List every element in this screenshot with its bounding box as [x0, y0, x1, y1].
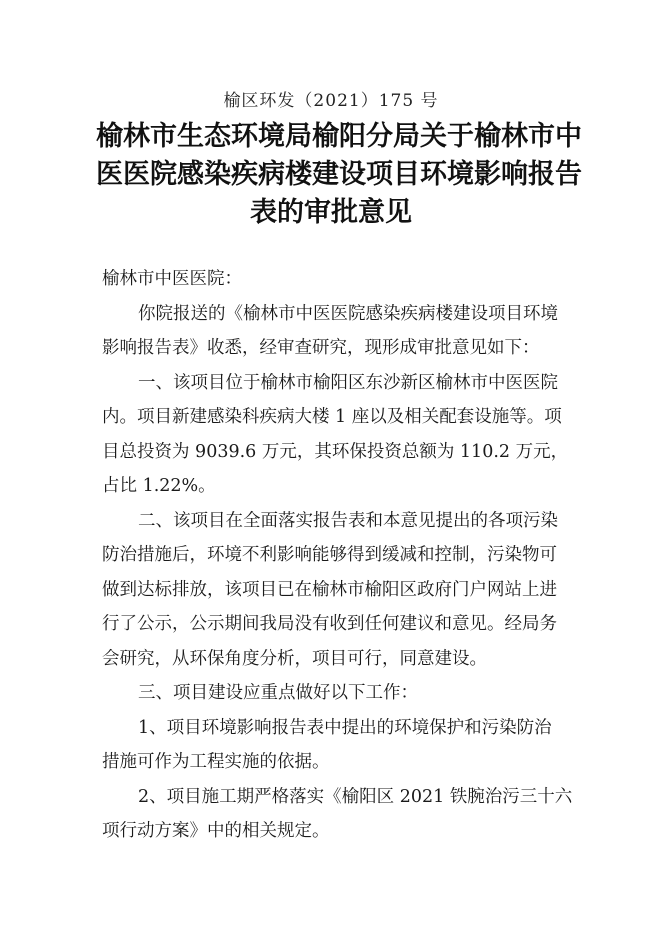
paragraph-2-line-1: 二、该项目在全面落实报告表和本意见提出的各项污染 [138, 510, 558, 531]
paragraph-1-line-4: 占比 1.22%。 [102, 476, 216, 496]
title-line: 榆林市生态环境局榆阳分局关于榆林市中 [96, 121, 582, 152]
document-title [96, 118, 582, 232]
item-2-line-2: 项行动方案》中的相关规定。 [102, 821, 330, 841]
item-1-line-2: 措施可作为工程实施的依据。 [102, 752, 330, 772]
paragraph-1-line-3: 目总投资为 9039.6 万元，其环保投资总额为 110.2 万元， [102, 441, 569, 462]
paragraph-1-line-2: 内。项目新建感染科疾病大楼 1 座以及相关配套设施等。项 [102, 407, 562, 427]
item-2-line-1: 2、项目施工期严格落实《榆阳区 2021 铁腕治污三十六 [138, 786, 573, 807]
paragraph-intro-line-2: 影响报告表》收悉，经审查研究，现形成审批意见如下： [102, 338, 540, 358]
document-body [102, 262, 573, 849]
paragraph-3-heading: 三、项目建设应重点做好以下工作： [138, 683, 418, 703]
paragraph-2-line-4: 行了公示，公示期间我局没有收到任何建议和意见。经局务 [102, 614, 557, 634]
paragraph-2-line-2: 防治措施后，环境不利影响能够得到缓减和控制，污染物可 [102, 545, 557, 565]
paragraph-intro-line-1: 你院报送的《榆林市中医医院感染疾病楼建设项目环境 [138, 303, 558, 324]
title-line: 医医院感染疾病楼建设项目环境影响报告 [96, 159, 582, 190]
addressee: 榆林市中医医院： [102, 269, 242, 289]
paragraph-2-line-3: 做到达标排放，该项目已在榆林市榆阳区政府门户网站上进 [102, 579, 557, 600]
title-line: 表的审批意见 [250, 197, 412, 228]
paragraph-2-line-5: 会研究，从环保角度分析，项目可行，同意建设。 [102, 648, 487, 669]
document-number: 榆区环发（2021）175 号 [223, 91, 439, 111]
item-1-line-1: 1、项目环境影响报告表中提出的环境保护和污染防治 [138, 717, 552, 738]
paragraph-1-line-1: 一、该项目位于榆林市榆阳区东沙新区榆林市中医医院 [138, 372, 558, 393]
